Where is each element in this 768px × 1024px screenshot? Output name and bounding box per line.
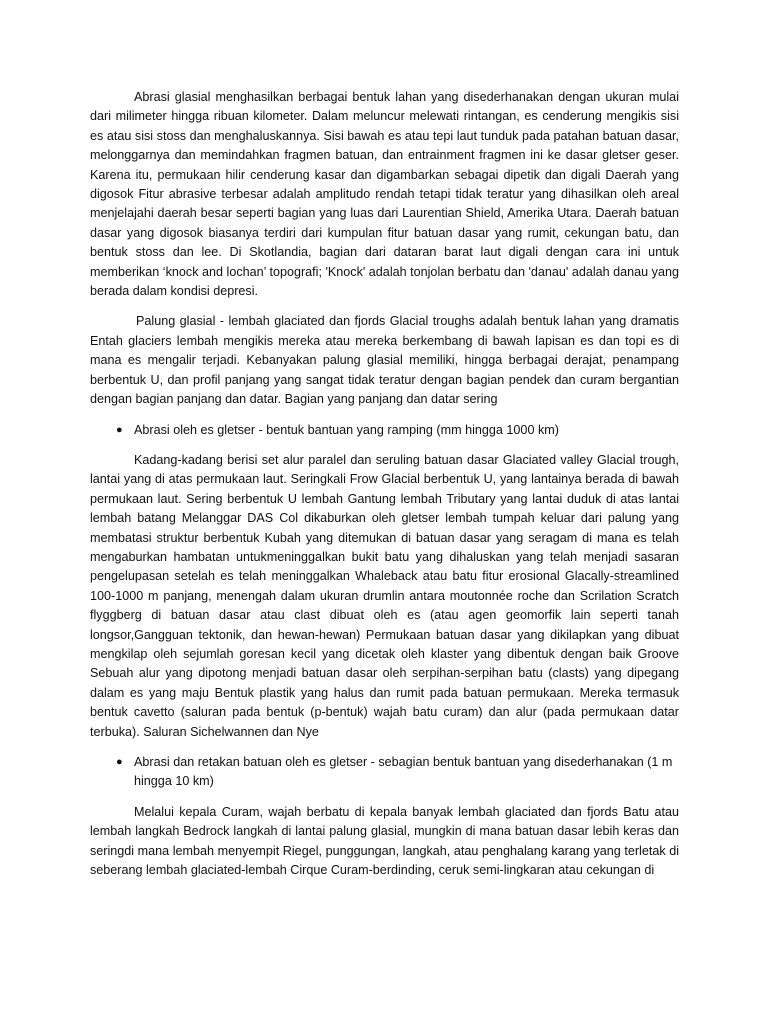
bullet-dot-icon: ●	[116, 756, 123, 768]
paragraph-kadang-kadang: Kadang-kadang berisi set alur paralel dan seruling batuan dasar Glaciated valley Glacial trough, lantai yang di atas permukaan laut. Seringkali Frow Glacial berbentuk U, yang lantainya berada di bawah permukaan laut. Sering berbentuk U lembah Gantung lembah Tributary yang lantai duduk di atas lantai lembah batang Melanggar DAS Col dikaburkan oleh gletser lembah tumpah keluar dari palung yang membatasi struktur berbentuk Kubah yang ditemukan di batuan dasar yang seragam di mana es telah mengaburkan hambatan untukmeninggalkan bukit batu yang dihaluskan yang telah menjadi sasaran pengelupasan setelah es telah meninggalkan Whaleback atau batu fitur erosional Glacally-streamlined 100-1000 m panjang, menengah dalam ukuran drumlin antara moutonnée roche dan Scrilation Scratch flyggberg di batuan dasar atau clast dibuat oleh es (atau agen geomorfik lain seperti tanah longsor,Gangguan tektonik, dan hewan-hewan) Permukaan batuan dasar yang dikilapkan yang dibuat mengkilap oleh sejumlah goresan kecil yang dicetak oleh klaster yang dibentuk dengan baik Groove Sebuah alur yang dipotong menjadi batuan dasar oleh serpihan-serpihan batu (clasts) yang dipegang dalam es yang maju Bentuk plastik yang halus dan rumit pada batuan permukaan. Mereka termasuk bentuk cavetto (saluran pada bentuk (p-bentuk) wajah batu curam) dan alur (pada permukaan datar terbuka). Saluran Sichelwannen dan Nye	[90, 452, 679, 739]
bullet-dot-icon: ●	[116, 423, 123, 436]
paragraph-palung-glasial: Palung glasial - lembah glaciated dan fjords Glacial troughs adalah bentuk lahan yang dramatis Entah glaciers lembah mengikis mereka atau mereka berkembang di bawah lapisan es dan topi es di mana es mengalir terjadi. Kebanyakan palung glasial memiliki, hingga berbagai derajat, penampang berbentuk U, dan profil panjang yang sangat tidak teratur dengan bagian pendek dan curam bergantian dengan bagian panjang dan datar. Bagian yang panjang dan datar sering	[90, 314, 679, 407]
paragraph-melalui-kepala: Melalui kepala Curam, wajah berbatu di kepala banyak lembah glaciated dan fjords Batu atau lembah langkah Bedrock langkah di lantai palung glasial, mungkin di mana batuan dasar lebih keras dan seringdi mana lembah menyempit Riegel, punggungan, langkah, atau penghalang karang yang terletak di seberang lembah glaciated-lembah Cirque Curam-berdinding, ceruk semi-lingkaran atau cekungan di	[90, 804, 679, 878]
bullet-text: Abrasi dan retakan batuan oleh es gletser - sebagian bentuk bantuan yang disederhanakan (1 m hingga 10 km)	[134, 755, 673, 789]
bullet-item-abrasi	[90, 421, 679, 440]
paragraph-abrasi-glasial: Abrasi glasial menghasilkan berbagai bentuk lahan yang disederhanakan dengan ukuran mulai dari milimeter hingga ribuan kilometer. Dalam meluncur melewati rintangan, es cenderung mengikis sisi es atau sisi stoss dan menghaluskannya. Sisi bawah es atau tepi laut tunduk pada patahan batuan dasar, melonggarnya dan memindahkan fragmen batuan, dan entrainment fragmen ini ke dasar gletser geser. Karena itu, permukaan hilir cenderung kasar dan digambarkan sebagai dipetik dan digali Daerah yang digosok Fitur abrasive terbesar adalah amplitudo rendah tetapi tidak teratur yang dihasilkan oleh areal menjelajahi daerah besar seperti bagian yang luas dari Laurentian Shield, Amerika Utara. Daerah batuan dasar yang digosok biasanya terdiri dari kumpulan fitur batuan dasar yang rumit, cekungan batu, dan bentuk stoss dan lee. Di Skotlandia, bagian dari dataran barat laut digali dengan cara ini untuk memberikan ‘knock and lochan’ topografi; 'Knock' adalah tonjolan berbatu dan 'danau' adalah danau yang berada dalam kondisi depresi.	[90, 90, 679, 299]
document-body	[90, 88, 679, 880]
bullet-item-retakan	[90, 753, 679, 792]
bullet-text: Abrasi oleh es gletser - bentuk bantuan yang ramping (mm hingga 1000 km)	[134, 422, 559, 437]
